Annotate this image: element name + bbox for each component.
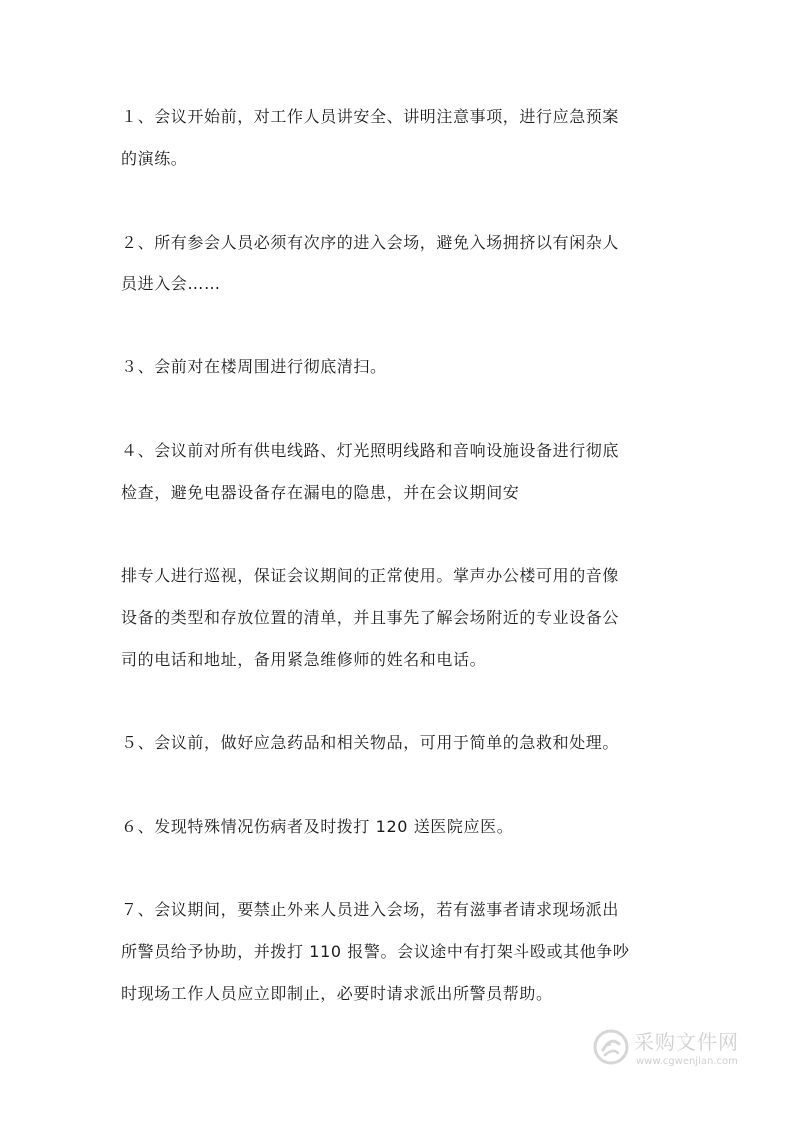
watermark-url: www.cgwenjian.com [636, 1056, 738, 1067]
paragraph-2-line-2: 员进入会…… [121, 274, 221, 293]
paragraph-4-line-4: 设备的类型和存放位置的清单，并且事先了解会场附近的专业设备公 [121, 608, 620, 627]
paragraph-4-line-2: 检查，避免电器设备存在漏电的隐患，并在会议期间安 [121, 483, 520, 502]
paragraph-4-line-3: 排专人进行巡视，保证会议期间的正常使用。掌声办公楼可用的音像 [121, 566, 620, 585]
watermark-title: 采购文件网 [634, 1030, 739, 1054]
paragraph-7-line-1: ７、会议期间，要禁止外来人员进入会场，若有滋事者请求现场派出 [121, 900, 620, 919]
paragraph-4-line-1: ４、会议前对所有供电线路、灯光照明线路和音响设施设备进行彻底 [121, 441, 620, 460]
paragraph-2-line-1: ２、所有参会人员必须有次序的进入会场，避免入场拥挤以有闲杂人 [121, 233, 620, 252]
paragraph-4-line-5: 司的电话和地址，备用紧急维修师的姓名和电话。 [121, 650, 487, 669]
paragraph-3-line-1: ３、会前对在楼周围进行彻底清扫。 [121, 357, 387, 376]
paragraph-7-line-3: 时现场工作人员应立即制止，必要时请求派出所警员帮助。 [121, 984, 553, 1003]
watermark [592, 1024, 752, 1076]
watermark-logo-icon [592, 1028, 630, 1066]
paragraph-1-line-1: １、会议开始前，对工作人员讲安全、讲明注意事项，进行应急预案 [121, 107, 620, 126]
paragraph-5-line-1: ５、会议前，做好应急药品和相关物品，可用于简单的急救和处理。 [121, 733, 620, 752]
paragraph-6-line-1: ６、发现特殊情况伤病者及时拨打 120 送医院应医。 [121, 817, 514, 836]
paragraph-7-line-2: 所警员给予协助，并拨打 110 报警。会议途中有打架斗殴或其他争吵 [121, 942, 630, 961]
paragraph-1-line-2: 的演练。 [121, 149, 188, 168]
